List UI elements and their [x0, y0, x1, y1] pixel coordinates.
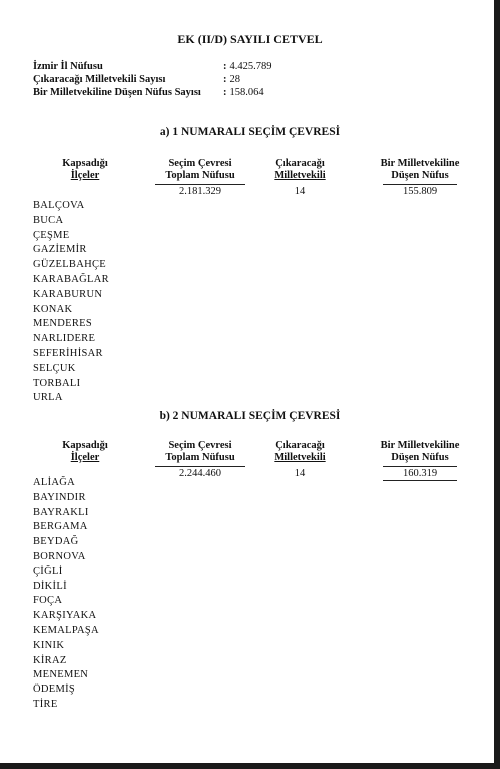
dusen-nufus-value: 160.319	[402, 468, 438, 479]
header-rule	[155, 466, 245, 467]
summary-value: 28	[229, 74, 240, 85]
header-rule	[155, 184, 245, 185]
toplam-nufus-value: 2.181.329	[179, 186, 221, 197]
district-item: KEMALPAŞA	[33, 624, 99, 636]
header-milletvekili	[245, 440, 355, 464]
district-item: BEYDAĞ	[33, 536, 79, 548]
document-title: EK (II/D) SAYILI CETVEL	[177, 32, 323, 46]
district-list-1	[33, 199, 109, 406]
population-summary	[33, 60, 272, 99]
dusen-nufus-value: 155.809	[402, 186, 438, 197]
district-item: SELÇUK	[33, 362, 76, 374]
header-ilceler	[30, 158, 140, 182]
header-line: Düşen Nüfus	[391, 452, 449, 463]
header-line: Toplam Nüfusu	[165, 170, 235, 181]
district-item: MENEMEN	[33, 669, 89, 681]
header-milletvekili	[245, 158, 355, 182]
summary-separator: :	[223, 61, 227, 72]
summary-label: Bir Milletvekiline Düşen Nüfus Sayısı	[33, 87, 201, 98]
district-item: ÖDEMİŞ	[33, 684, 76, 696]
header-line: Seçim Çevresi	[168, 440, 232, 451]
header-line: Bir Milletvekiline	[380, 158, 460, 169]
header-rule	[383, 466, 457, 467]
summary-row	[33, 73, 272, 86]
section-title-2: b) 2 NUMARALI SEÇİM ÇEVRESİ	[159, 410, 341, 422]
header-line: Düşen Nüfus	[391, 170, 449, 181]
district-item: MENDERES	[33, 318, 92, 330]
summary-label: Çıkaracağı Milletvekili Sayısı	[33, 74, 166, 85]
header-line: Bir Milletvekiline	[380, 440, 460, 451]
header-ilceler	[30, 440, 140, 464]
header-rule	[383, 184, 457, 185]
header-line: Toplam Nüfusu	[165, 452, 235, 463]
header-dusen-nufus	[360, 158, 480, 182]
summary-row	[33, 86, 272, 99]
summary-separator: :	[223, 87, 227, 98]
header-line: Milletvekili	[274, 170, 326, 181]
district-item: BUCA	[33, 214, 64, 226]
milletvekili-value: 14	[294, 186, 306, 197]
header-line: Kapsadığı	[62, 440, 108, 451]
header-line: Çıkaracağı	[275, 158, 325, 169]
summary-row	[33, 60, 272, 73]
district-item: KONAK	[33, 303, 73, 315]
district-item: GÜZELBAHÇE	[33, 259, 106, 271]
district-item: ÇEŞME	[33, 229, 70, 241]
district-list-2	[33, 476, 99, 713]
district-item: KİRAZ	[33, 654, 67, 666]
section-title-1: a) 1 NUMARALI SEÇİM ÇEVRESİ	[159, 126, 341, 138]
district-item: ALİAĞA	[33, 477, 76, 488]
district-item: BORNOVA	[33, 550, 86, 562]
district-item: BERGAMA	[33, 521, 88, 533]
district-item: NARLIDERE	[33, 333, 96, 345]
header-line: Kapsadığı	[62, 158, 108, 169]
district-item: BAYRAKLI	[33, 506, 89, 518]
district-item: DİKİLİ	[33, 580, 67, 592]
summary-value: 158.064	[229, 87, 264, 98]
milletvekili-value: 14	[294, 468, 306, 479]
summary-label: İzmir İl Nüfusu	[33, 61, 103, 72]
page-edge-bottom	[0, 763, 500, 769]
toplam-nufus-value: 2.244.460	[179, 468, 221, 479]
page-edge-right	[494, 0, 500, 769]
district-item: BAYINDIR	[33, 491, 86, 503]
district-item: FOÇA	[33, 595, 63, 607]
summary-value: 4.425.789	[229, 61, 272, 72]
district-item: KARABAĞLAR	[33, 273, 109, 285]
district-item: SEFERİHİSAR	[33, 347, 103, 359]
summary-separator: :	[223, 74, 227, 85]
header-dusen-nufus	[360, 440, 480, 464]
header-line: Çıkaracağı	[275, 440, 325, 451]
district-item: KINIK	[33, 639, 65, 651]
header-line: Milletvekili	[274, 452, 326, 463]
district-item: KARABURUN	[33, 288, 103, 300]
district-item: TORBALI	[33, 377, 81, 389]
header-line: İlçeler	[70, 170, 100, 181]
district-item: GAZİEMİR	[33, 244, 87, 256]
header-toplam-nufus	[145, 158, 255, 182]
header-line: Seçim Çevresi	[168, 158, 232, 169]
district-item: ÇİĞLİ	[33, 565, 63, 577]
district-item: BALÇOVA	[33, 200, 85, 211]
header-rule	[383, 480, 457, 481]
district-item: KARŞIYAKA	[33, 610, 97, 622]
district-item: TİRE	[33, 698, 58, 710]
district-item: URLA	[33, 392, 63, 404]
header-line: İlçeler	[70, 452, 100, 463]
header-toplam-nufus	[145, 440, 255, 464]
